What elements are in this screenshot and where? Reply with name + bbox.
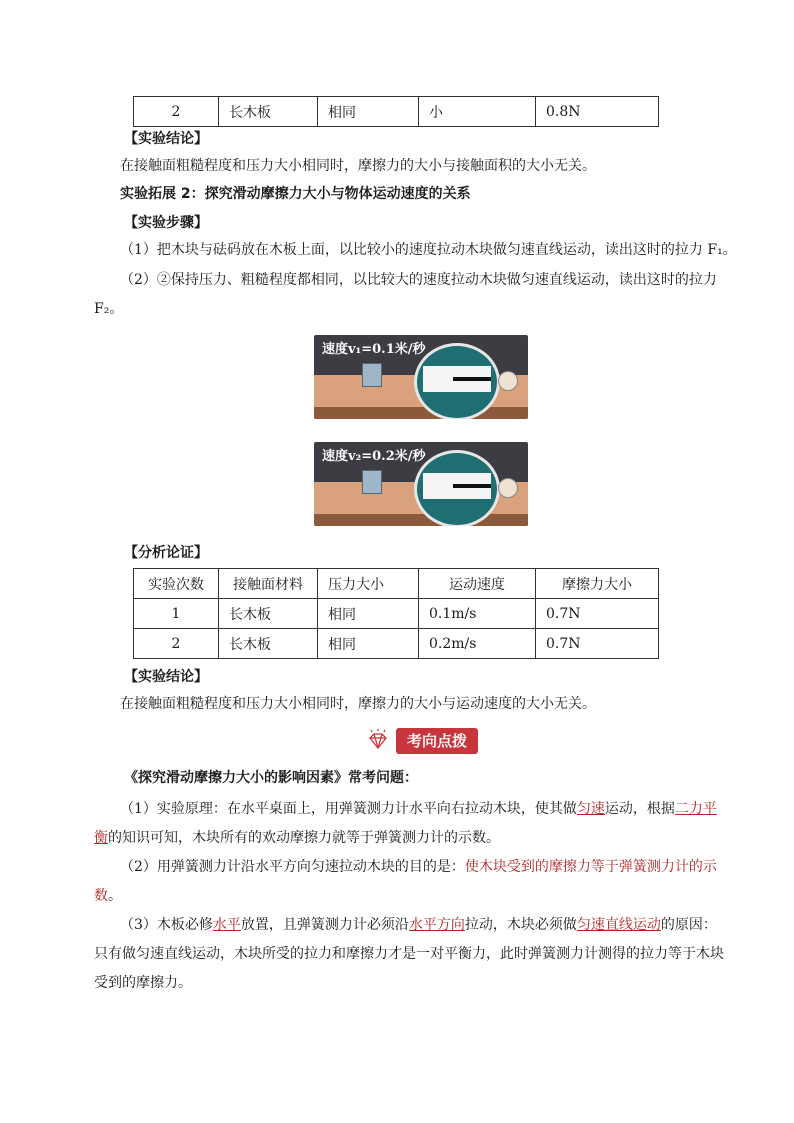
figure-label: 速度v₁=0.1米/秒	[322, 342, 426, 357]
table-cell: 0.1m/s	[419, 599, 536, 629]
table-cell: 相同	[318, 629, 419, 659]
table-cell: 0.7N	[536, 629, 659, 659]
table-cell: 小	[419, 97, 536, 127]
tip-text: （2）用弹簧测力计沿水平方向匀速拉动木块的目的是：	[120, 859, 465, 875]
board-edge	[314, 407, 528, 419]
tip-3-line-3: 受到的摩擦力。	[94, 975, 192, 991]
answer-text: 数	[94, 888, 108, 904]
hand-icon	[498, 371, 518, 391]
table-cell: 0.2m/s	[419, 629, 536, 659]
wood-block	[362, 470, 382, 494]
table-cell: 长木板	[219, 97, 318, 127]
tip-text: 的知识可知，木块所有的欢动摩擦力就等于弹簧测力计的示数。	[108, 830, 500, 846]
answer-text: 使木块受到的摩擦力等于弹簧测力计的示	[464, 859, 717, 875]
spring-scale	[423, 366, 491, 392]
table-cell: 0.8N	[536, 97, 659, 127]
answer-blank: 水平方向	[408, 917, 465, 933]
answer-blank: 匀速直线运动	[576, 917, 661, 933]
step-2-line-1: （2）②保持压力、粗糙程度都相同，以比较大的速度拉动木块做匀速直线运动，读出这时的拉力	[120, 272, 717, 288]
diamond-icon	[366, 728, 390, 754]
table-row	[134, 599, 659, 629]
tip-1-line-1	[120, 799, 730, 819]
conclusion-text: 在接触面粗糙程度和压力大小相同时，摩擦力的大小与接触面积的大小无关。	[120, 158, 596, 174]
steps-heading: 【实验步骤】	[124, 215, 208, 231]
scale-indicator	[453, 484, 491, 488]
wood-block	[362, 363, 382, 387]
answer-blank: 水平	[212, 917, 241, 933]
table-header-cell: 运动速度	[419, 569, 536, 599]
table-cell: 相同	[318, 97, 419, 127]
spring-scale	[423, 473, 491, 499]
table-cell: 相同	[318, 599, 419, 629]
table-cell: 长木板	[219, 629, 318, 659]
section-badge: 考向点拨	[396, 728, 478, 754]
conclusion-heading-2: 【实验结论】	[124, 669, 208, 685]
table-cell: 0.7N	[536, 599, 659, 629]
tip-2-line-1	[120, 857, 730, 877]
hand-icon	[498, 478, 518, 498]
analysis-heading: 【分析论证】	[124, 545, 208, 561]
magnifier-icon	[414, 343, 500, 419]
board-edge	[314, 514, 528, 526]
tip-1-line-2	[94, 828, 500, 848]
scale-indicator	[453, 377, 491, 381]
figure-label: 速度v₂=0.2米/秒	[322, 449, 426, 464]
tip-3-line-2: 只有做匀速直线运动，木块所受的拉力和摩擦力才是一对平衡力，此时弹簧测力计测得的拉力等于木块	[94, 946, 724, 962]
analysis-table	[133, 568, 659, 659]
conclusion-heading: 【实验结论】	[124, 131, 208, 147]
tip-text: 拉动，木块必须做	[464, 917, 577, 933]
tip-text: （1）实验原理：在水平桌面上，用弹簧测力计水平向右拉动木块，使其做	[120, 801, 577, 817]
magnifier-icon	[414, 450, 500, 526]
tip-text: 。	[108, 888, 122, 904]
tips-title: 《探究滑动摩擦力大小的影响因素》常考问题：	[124, 770, 418, 786]
table-top-row	[133, 96, 659, 127]
tip-text: 放置，且弹簧测力计必须沿	[240, 917, 409, 933]
experiment-figure-2	[314, 442, 528, 526]
tip-text: 的原因：	[660, 917, 717, 933]
table-header-cell: 摩擦力大小	[536, 569, 659, 599]
tip-text: （3）木板必修	[120, 917, 213, 933]
tip-text: 运动，根据	[604, 801, 675, 817]
answer-blank: 二力平	[674, 801, 717, 817]
conclusion-text-2: 在接触面粗糙程度和压力大小相同时，摩擦力的大小与运动速度的大小无关。	[120, 696, 596, 712]
tip-2-line-2	[94, 886, 122, 906]
table-row	[134, 629, 659, 659]
table-header-row	[134, 569, 659, 599]
table-cell: 1	[134, 599, 219, 629]
step-1: （1）把木块与砝码放在木板上面，以比较小的速度拉动木块做匀速直线运动，读出这时的拉力 F₁。	[120, 242, 737, 258]
step-2-line-2: F₂。	[94, 301, 124, 317]
table-cell: 2	[134, 97, 219, 127]
table-header-cell: 压力大小	[318, 569, 419, 599]
tip-3-line-1	[120, 915, 730, 935]
table-header-cell: 接触面材料	[219, 569, 318, 599]
answer-blank: 衡	[94, 830, 108, 846]
section-title: 实验拓展 2：探究滑动摩擦力大小与物体运动速度的关系	[120, 186, 471, 202]
experiment-figure-1	[314, 335, 528, 419]
table-row	[134, 97, 659, 127]
table-cell: 长木板	[219, 599, 318, 629]
answer-blank: 匀速	[576, 801, 605, 817]
table-cell: 2	[134, 629, 219, 659]
table-header-cell: 实验次数	[134, 569, 219, 599]
